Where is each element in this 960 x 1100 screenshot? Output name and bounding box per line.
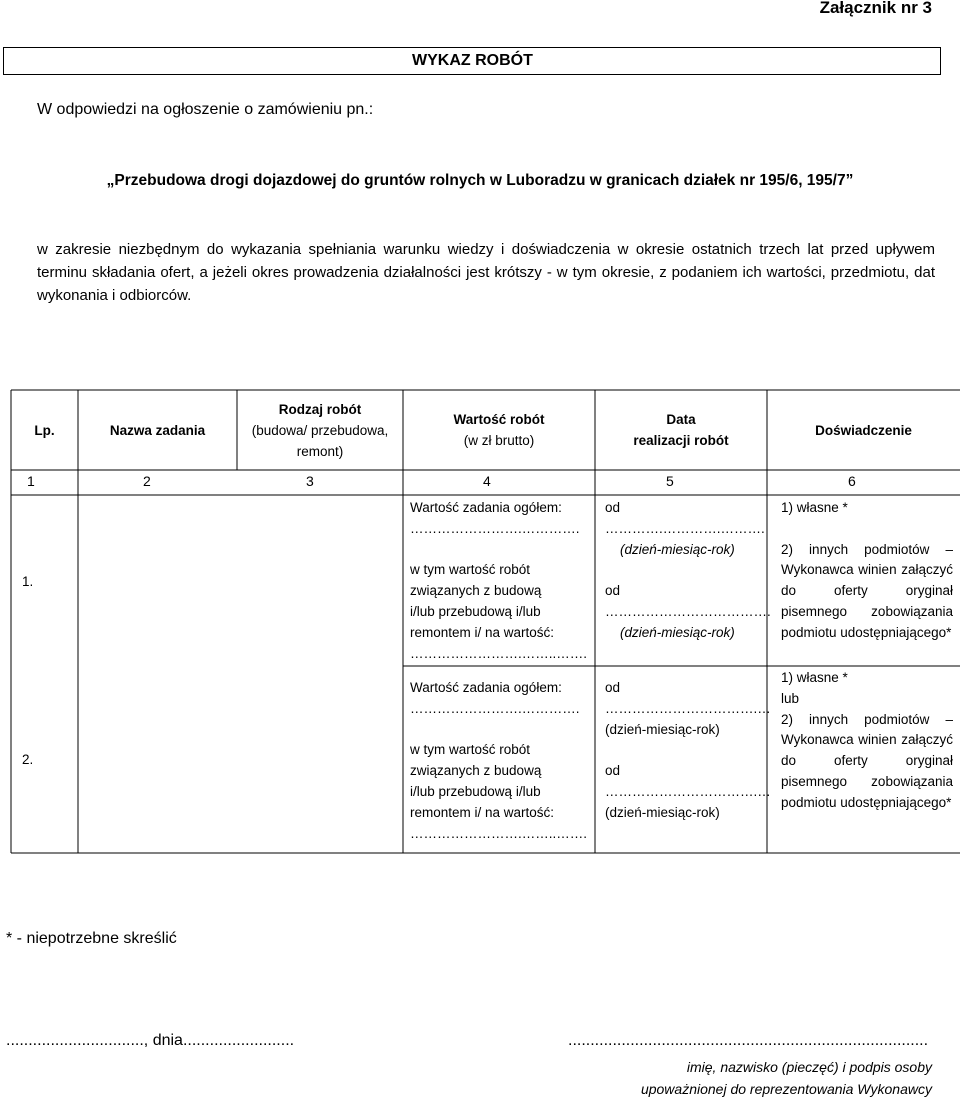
row2-value-incl-1: w tym wartość robót	[410, 742, 531, 758]
header-work-type-title: Rodzaj robót	[278, 402, 362, 417]
col-number-6: 6	[848, 473, 856, 489]
row1-date-dots-2: ……………………………….	[605, 603, 771, 619]
row2-value-incl-2: związanych z budową	[410, 763, 542, 779]
footnote: * - niepotrzebne skreślić	[6, 930, 177, 947]
row2-value	[410, 678, 592, 844]
signature-caption-line2: upoważnionej do reprezentowania Wykonawcy	[640, 1081, 932, 1097]
header-task-name: Nazwa zadania	[109, 423, 206, 438]
col-number-4: 4	[483, 473, 491, 489]
row1-date-dots-1: ………….………….……….	[605, 520, 765, 536]
header-date-sub: realizacji robót	[633, 433, 729, 448]
col-number-5: 5	[666, 473, 674, 489]
header-work-type-sub1: (budowa/ przebudowa,	[251, 423, 389, 438]
header-date	[595, 409, 767, 451]
row1-date	[605, 498, 771, 644]
header-lp: Lp.	[34, 423, 55, 438]
col-number-1: 1	[27, 473, 35, 489]
header-value	[403, 409, 595, 451]
row1-value-incl-3: i/lub przebudową i/lub	[410, 603, 541, 619]
header-value-sub: (w zł brutto)	[463, 433, 535, 448]
row2-value-incl-3: i/lub przebudową i/lub	[410, 783, 541, 799]
header-work-type-sub2: remont)	[296, 444, 344, 459]
row1-value-incl-dots: …………………….……..…….	[410, 645, 588, 661]
row1-experience	[781, 498, 953, 644]
row2-date-dots-1: …………………………….…	[605, 700, 771, 716]
row2-exp-own: 1) własne *	[781, 670, 848, 685]
row1-date-from-1: od	[605, 500, 621, 515]
row2-value-incl-4: remontem i/ na wartość:	[410, 804, 555, 820]
row1-date-hint-1: (dzień-miesiąc-rok)	[620, 541, 735, 557]
row1-value-incl-2: związanych z budową	[410, 583, 542, 599]
row1-exp-own: 1) własne *	[781, 500, 848, 515]
row2-exp-other: 2) innych podmiotów – Wykonawca winien załączyć do oferty oryginał pisemnego zobowiązania podmiotu udostępniającego*	[781, 711, 953, 810]
row2-value-total-dots: …………………….………….	[410, 700, 580, 716]
row2-date-hint-1: (dzień-miesiąc-rok)	[605, 721, 720, 737]
row2-value-total-label: Wartość zadania ogółem:	[410, 680, 562, 695]
row1-lp: 1.	[22, 574, 34, 589]
scope-text: w zakresie niezbędnym do wykazania spełniania warunku wiedzy i doświadczenia w okresie ostatnich trzech lat przed upływem terminu składania ofert, a jeżeli okres prowadzenia działalności jest krótszy - w tym okresie, z podaniem ich wartości, przedmiotu, dat wykonania i odbiorców.	[37, 241, 935, 304]
place-date-line[interactable]: ..............................., dnia.........................	[6, 1032, 295, 1049]
row1-value-incl-4: remontem i/ na wartość:	[410, 624, 555, 640]
row2-date-dots-2: …………………………….…	[605, 783, 771, 799]
header-date-title: Data	[666, 412, 696, 427]
row1-value	[410, 498, 592, 664]
row1-value-total-label: Wartość zadania ogółem:	[410, 500, 562, 515]
row1-value-total-dots: …………………….………….	[410, 520, 580, 536]
row1-date-from-2: od	[605, 583, 621, 599]
annex-label: Załącznik nr 3	[819, 0, 932, 17]
row2-experience	[781, 668, 953, 814]
project-name: „Przebudowa drogi dojazdowej do gruntów rolnych w Luboradzu w granicach działek nr 195/6, 195/7”	[106, 172, 854, 189]
row2-exp-or: lub	[781, 690, 800, 706]
row1-exp-other: 2) innych podmiotów – Wykonawca winien załączyć do oferty oryginał pisemnego zobowiązania podmiotu udostępniającego*	[781, 541, 953, 640]
row2-value-incl-dots: …………………….……..…….	[410, 825, 588, 841]
row2-lp: 2.	[22, 752, 34, 767]
intro-text: W odpowiedzi na ogłoszenie o zamówieniu pn.:	[37, 101, 374, 118]
header-value-title: Wartość robót	[453, 412, 545, 427]
row2-date	[605, 678, 771, 824]
header-experience: Doświadczenie	[815, 423, 912, 438]
signature-line[interactable]: .................................................................................	[568, 1032, 929, 1049]
col-number-2: 2	[143, 473, 151, 489]
signature-caption-line1: imię, nazwisko (pieczęć) i podpis osoby	[686, 1059, 932, 1075]
document-title: WYKAZ ROBÓT	[412, 52, 533, 69]
col-number-3: 3	[306, 473, 314, 489]
header-work-type	[237, 399, 403, 462]
signature-caption	[620, 1056, 932, 1100]
row2-date-from-1: od	[605, 680, 621, 695]
row1-date-hint-2: (dzień-miesiąc-rok)	[620, 624, 735, 640]
row2-date-from-2: od	[605, 763, 621, 779]
row1-value-incl-1: w tym wartość robót	[410, 562, 531, 578]
row2-date-hint-2: (dzień-miesiąc-rok)	[605, 804, 720, 820]
